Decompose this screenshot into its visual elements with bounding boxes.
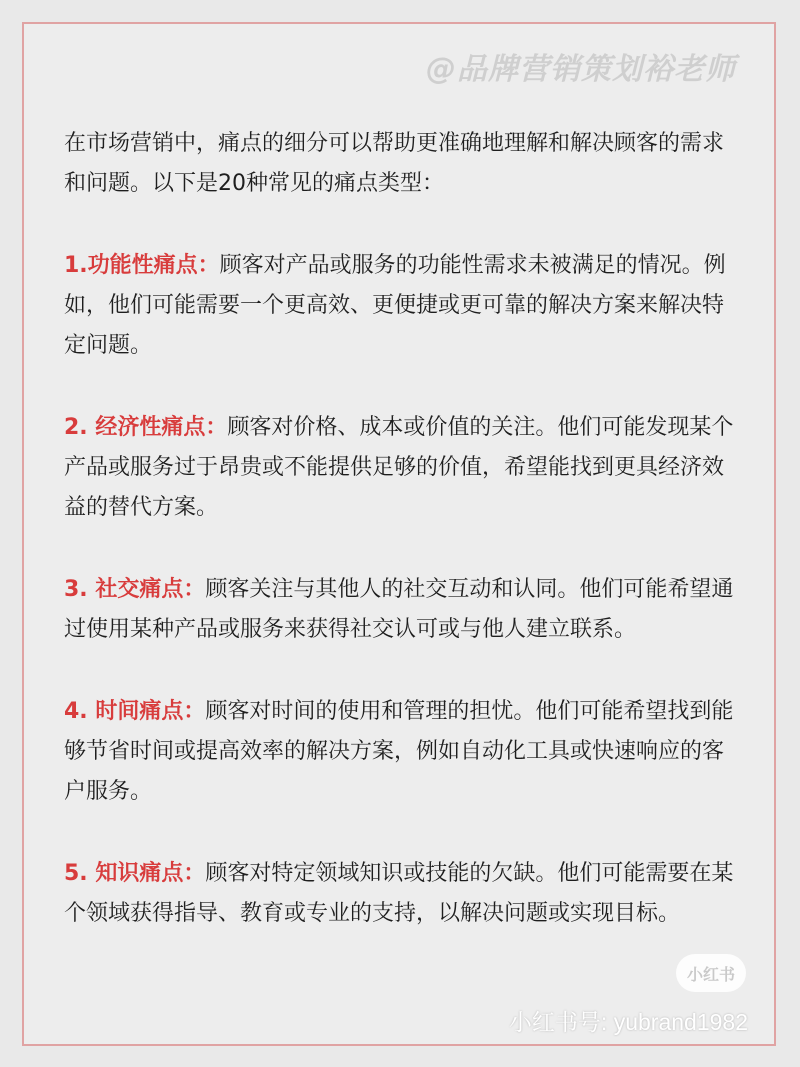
pain-point-text: 顾客关注与其他人的社交互动和认同。他们可能希望通过使用某种产品或服务来获得社交认可或与他人建立联系。 <box>64 577 734 642</box>
pain-point-item <box>64 408 744 528</box>
pain-point-text: 顾客对特定领域知识或技能的欠缺。他们可能需要在某个领域获得指导、教育或专业的支持，以解决问题或实现目标。 <box>64 861 734 926</box>
pain-point-item <box>64 246 744 366</box>
pain-point-item <box>64 570 744 650</box>
pain-point-text: 顾客对产品或服务的功能性需求未被满足的情况。例如，他们可能需要一个更高效、更便捷或更可靠的解决方案来解决特定问题。 <box>64 253 726 358</box>
pain-point-label: 4. 时间痛点： <box>64 699 206 724</box>
pain-point-item <box>64 692 744 812</box>
pain-point-label: 5. 知识痛点： <box>64 861 206 886</box>
pain-point-label: 2. 经济性痛点： <box>64 415 228 440</box>
pain-point-item <box>64 854 744 934</box>
intro-paragraph: 在市场营销中，痛点的细分可以帮助更准确地理解和解决顾客的需求和问题。以下是20种常见的痛点类型： <box>64 131 725 196</box>
pain-point-label: 3. 社交痛点： <box>64 577 206 602</box>
xiaohongshu-logo-badge: 小红书 <box>676 954 746 992</box>
xiaohongshu-id-watermark: 小红书号: yubrand1982 <box>508 1009 748 1035</box>
pain-point-label: 1.功能性痛点： <box>64 253 220 278</box>
article-body <box>64 124 744 976</box>
pain-point-text: 顾客对价格、成本或价值的关注。他们可能发现某个产品或服务过于昂贵或不能提供足够的价值，希望能找到更具经济效益的替代方案。 <box>64 415 734 520</box>
pain-point-text: 顾客对时间的使用和管理的担忧。他们可能希望找到能够节省时间或提高效率的解决方案，例如自动化工具或快速响应的客户服务。 <box>64 699 734 804</box>
author-handle: @品牌营销策划裕老师 <box>426 52 736 87</box>
